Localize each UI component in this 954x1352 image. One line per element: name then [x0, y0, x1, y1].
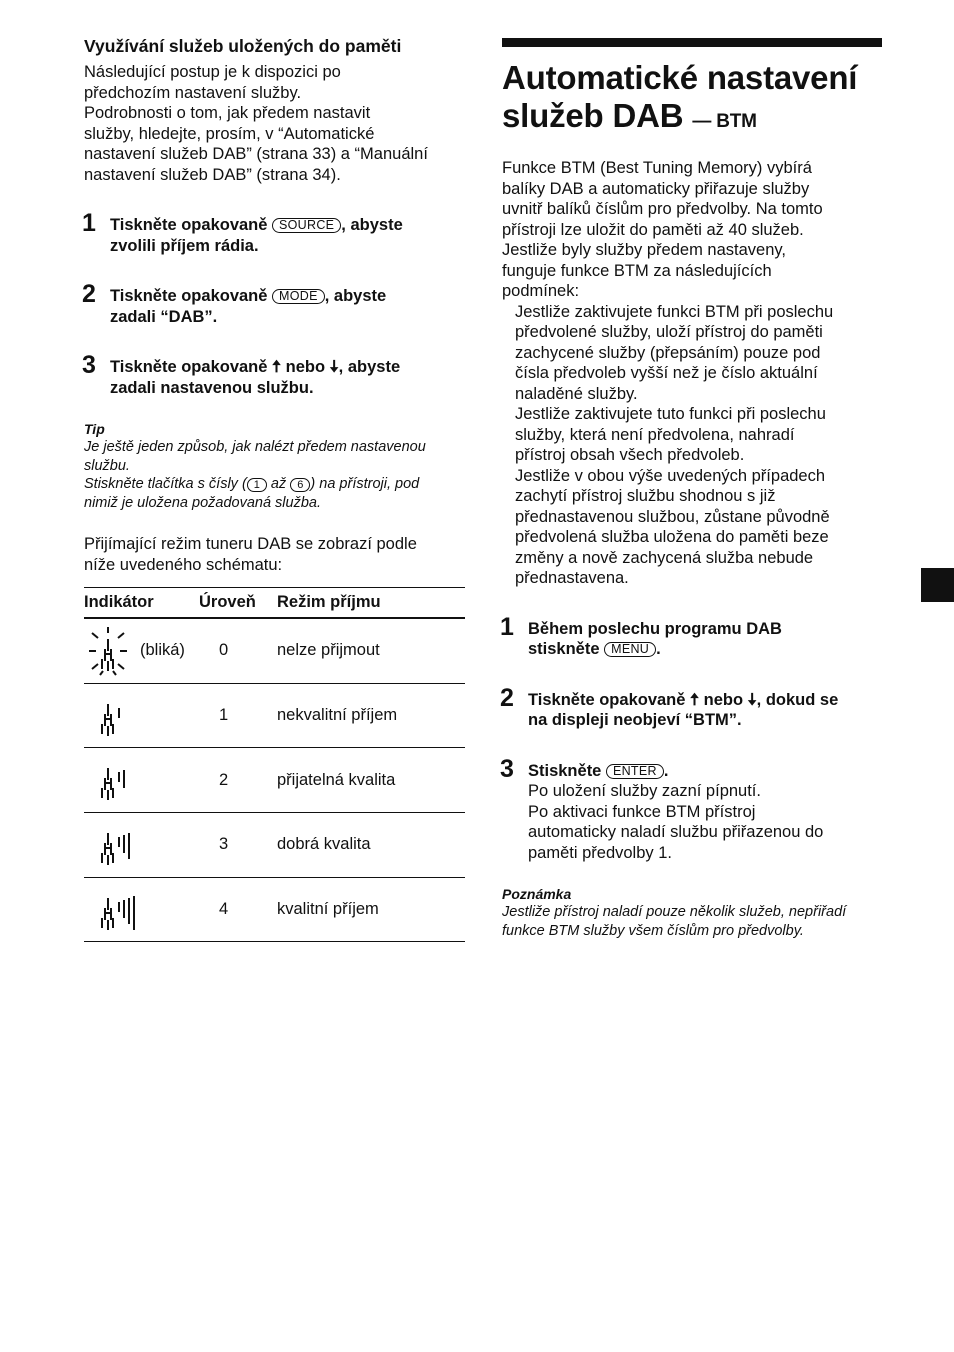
step-instruction: Tiskněte opakovaně 🠅 nebo 🠇, dokud se na displeji neobjeví “BTM”.: [528, 690, 839, 729]
table-intro: Přijímající režim tuneru DAB se zobrazí podle níže uvedeného schématu:: [84, 535, 417, 574]
step-3: [82, 351, 466, 398]
arrow-down-icon: 🠇: [329, 358, 339, 376]
arrow-up-icon: 🠅: [690, 690, 700, 709]
arrow-down-icon: 🠇: [747, 690, 757, 709]
mode-cell: nekvalitní příjem: [277, 683, 465, 748]
page-title: Automatické nastavení služeb DAB — BTM: [502, 59, 858, 134]
number-key-1: 1: [247, 478, 267, 492]
intro-line: Podrobnosti o tom, jak předem nastavit: [84, 104, 371, 122]
signal-strength-icon: [84, 625, 140, 677]
number-key-6: 6: [290, 478, 310, 492]
step-2: [82, 280, 466, 327]
intro-line: Následující postup je k dispozici po: [84, 63, 341, 81]
signal-strength-icon: [84, 690, 140, 742]
table-row: [84, 618, 465, 683]
step-instruction: Tiskněte opakovaně SOURCE , abyste zvolili příjem rádia.: [110, 216, 403, 255]
section-heading: Využívání služeb uložených do paměti: [84, 36, 402, 56]
step-instruction: Stiskněte ENTER .: [528, 761, 669, 780]
indicator-cell: [84, 813, 199, 878]
step-1: [82, 209, 466, 256]
step-number: 3: [500, 754, 514, 783]
note-text: Jestliže přístroj naladí pouze několik služeb, nepřiřadí funkce BTM služby všem číslům pro předvolby.: [502, 904, 847, 939]
table-header-row: [84, 588, 465, 619]
signal-strength-icon: [84, 754, 140, 806]
level-cell: 0: [199, 618, 277, 683]
mode-cell: nelze přijmout: [277, 618, 465, 683]
indicator-cell: [84, 683, 199, 748]
step-instruction: Tiskněte opakovaně MODE , abyste zadali “DAB”.: [110, 287, 387, 326]
blink-label: (bliká): [140, 641, 185, 660]
intro-line: předchozím nastavení služby.: [84, 83, 302, 102]
left-column: [84, 36, 466, 942]
intro-line: nastavení služeb DAB” (strana 33) a “Manuální: [84, 145, 428, 163]
title-suffix: — BTM: [692, 111, 757, 132]
step-instruction: Tiskněte opakovaně 🠅 nebo 🠇, abyste zadali nastavenou službu.: [110, 358, 401, 397]
indicator-cell: [84, 748, 199, 813]
intro-line: služby, hledejte, prosím, v “Automatické: [84, 124, 375, 143]
mode-cell: přijatelná kvalita: [277, 748, 465, 813]
mode-key: MODE: [272, 289, 325, 304]
btm-conditions: Jestliže zaktivujete funkci BTM při poslechu předvolené služby, uloží přístroj do paměti zachycené služby (přepsáním) pouze pod čísla předvoleb vyšší než je číslo aktuální naladěné služby. Jestliže zaktivujete tuto funkci při poslechu služby, která není předvolena, nahradí přístroj obsah všech předvoleb. Jestliže v obou výše uvedených případech zachytí přístroj službu shodnou s již přednastavenou službou, zůstane původně předvolená služba uložena do paměti beze změny a nově zachycená služba nebude přednastavena.: [515, 302, 834, 587]
table-row: [84, 877, 465, 942]
mode-cell: kvalitní příjem: [277, 877, 465, 942]
level-cell: 4: [199, 877, 277, 942]
step-number: 1: [500, 612, 514, 641]
step-number: 3: [82, 351, 96, 379]
arrow-up-icon: 🠅: [272, 358, 282, 376]
step-number: 2: [500, 683, 514, 712]
header-mode: Režim příjmu: [277, 588, 465, 619]
source-key: SOURCE: [272, 218, 341, 233]
level-cell: 1: [199, 683, 277, 748]
table-row: [84, 813, 465, 878]
mode-cell: dobrá kvalita: [277, 813, 465, 878]
enter-key: ENTER: [606, 764, 664, 779]
btm-step-3: [500, 754, 884, 864]
step-number: 1: [82, 209, 96, 237]
intro-line: nastavení služeb DAB” (strana 34).: [84, 165, 341, 184]
intro-paragraph: [84, 62, 466, 185]
signal-strength-icon: [84, 884, 140, 936]
tip-title: Tip: [84, 421, 105, 437]
signal-strength-icon: [84, 819, 140, 871]
section-tab-marker: [921, 568, 954, 602]
indicator-cell: [84, 618, 199, 683]
btm-step-1: [500, 612, 884, 660]
btm-step-2: [500, 683, 884, 731]
level-cell: 2: [199, 748, 277, 813]
table-row: [84, 683, 465, 748]
tip-text: Je ještě jeden způsob, jak nalézt předem nastavenou službu. Stiskněte tlačítka s čísly ( 1 až 6 ) na přístroji, pod nimiž je uložena požadovaná služba.: [84, 439, 426, 511]
note-title: Poznámka: [502, 886, 572, 902]
step-notes: Po uložení služby zazní pípnutí. Po aktivaci funkce BTM přístroj automaticky naladí službu přiřazenou do paměti předvolby 1.: [528, 782, 824, 862]
right-column: [502, 36, 884, 940]
header-indicator: Indikátor: [84, 588, 199, 619]
menu-key: MENU: [604, 642, 656, 657]
btm-intro: Funkce BTM (Best Tuning Memory) vybírá balíky DAB a automaticky přiřazuje služby uvnitř balíků číslům pro předvolby. Na tomto přístroji lze uložit do paměti až 40 služeb. Jestliže byly služby předem nastaveny, funguje funkce BTM za následujících podmínek:: [502, 159, 823, 300]
step-instruction: Během poslechu programu DAB stiskněte MENU .: [528, 619, 782, 658]
level-cell: 3: [199, 813, 277, 878]
title-rule: [502, 38, 882, 47]
table-row: [84, 748, 465, 813]
step-number: 2: [82, 280, 96, 308]
header-level: Úroveň: [199, 588, 277, 619]
indicator-cell: [84, 877, 199, 942]
reception-table: [84, 587, 465, 942]
